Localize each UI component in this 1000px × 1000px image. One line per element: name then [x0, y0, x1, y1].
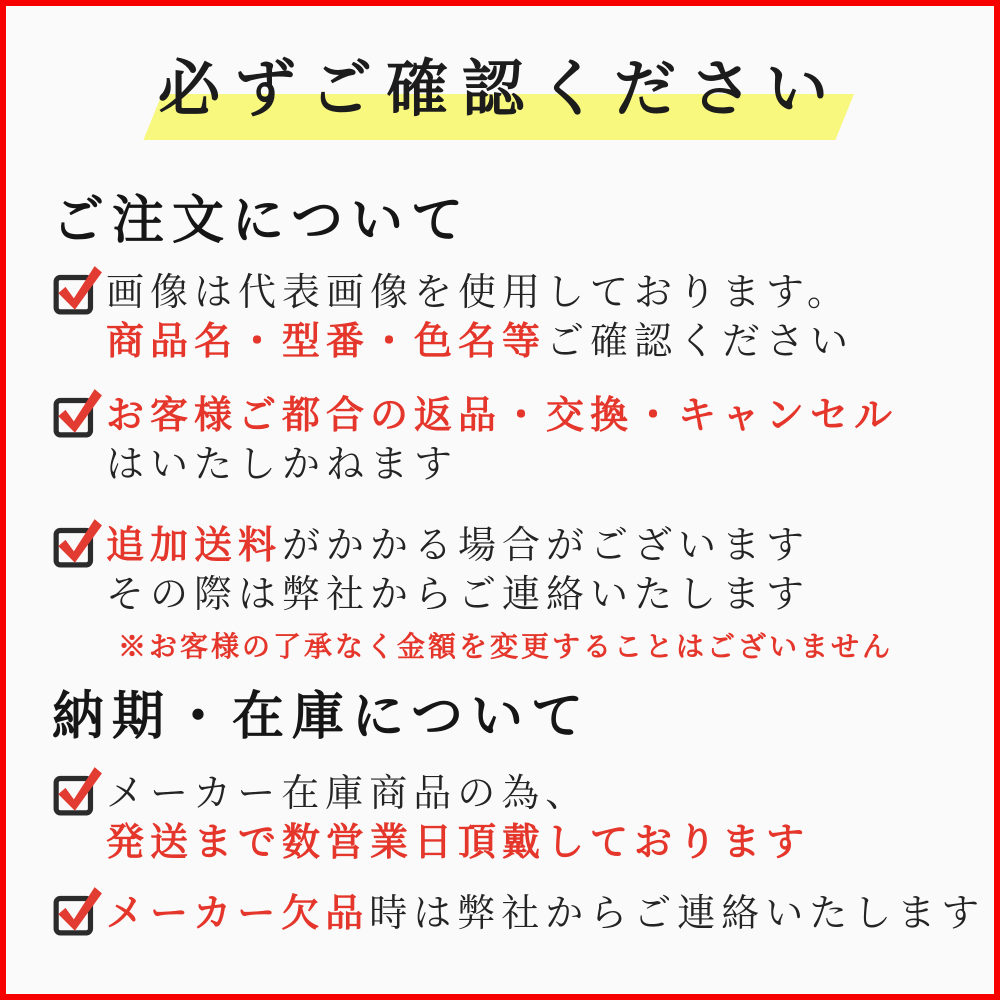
checklist-item [52, 890, 985, 939]
item-text [106, 770, 810, 868]
checklist-item [52, 770, 810, 868]
item-line-red-text: お客様ご都合の返品・交換・キャンセル [106, 395, 899, 437]
checked-checkbox-icon [52, 264, 104, 316]
item-line [106, 819, 810, 868]
item-line-text: がかかる場合がございます [282, 525, 811, 567]
item-line [106, 770, 810, 819]
page-title: 必ずご確認ください [157, 56, 842, 124]
checked-checkbox-icon [52, 387, 104, 439]
checked-checkbox-icon [52, 765, 104, 817]
item-line-text: はいたしかねます [106, 444, 459, 486]
item-line [106, 269, 854, 318]
section-heading-order: ご注文について [52, 193, 471, 250]
item-line-red-text: 追加送料 [106, 525, 283, 567]
item-line-red-text: 商品名・型番・色名等 [106, 321, 547, 363]
checklist-item [52, 392, 898, 490]
section-heading-delivery: 納期・在庫について [52, 689, 591, 746]
item-line-red-text: 発送まで数営業日頂戴しております [106, 822, 811, 864]
item-line-text: ご確認ください [546, 321, 855, 363]
checklist-item [52, 269, 854, 367]
item-text [106, 392, 898, 490]
item-line-red-text: メーカー欠品 [106, 893, 370, 935]
item-text [106, 890, 985, 939]
checked-checkbox-icon [52, 885, 104, 937]
item-line-text: メーカー在庫商品の為、 [106, 773, 590, 815]
item-line [106, 441, 898, 490]
item-line [106, 522, 893, 571]
item-text [106, 522, 893, 671]
item-line [106, 571, 893, 620]
item-text [106, 269, 854, 367]
item-line-text: 画像は代表画像を使用しております。 [106, 272, 851, 314]
title-banner [6, 40, 994, 150]
item-line-text: その際は弊社からご連絡いたします [106, 574, 811, 616]
item-line [106, 890, 985, 939]
checked-checkbox-icon [52, 517, 104, 569]
item-line [106, 392, 898, 441]
item-line [106, 318, 854, 367]
item-line-text: 時は弊社からご連絡いたします [369, 893, 986, 935]
item-note: ※お客様の了承なく金額を変更することはございません [118, 632, 894, 663]
checklist-item [52, 522, 893, 671]
